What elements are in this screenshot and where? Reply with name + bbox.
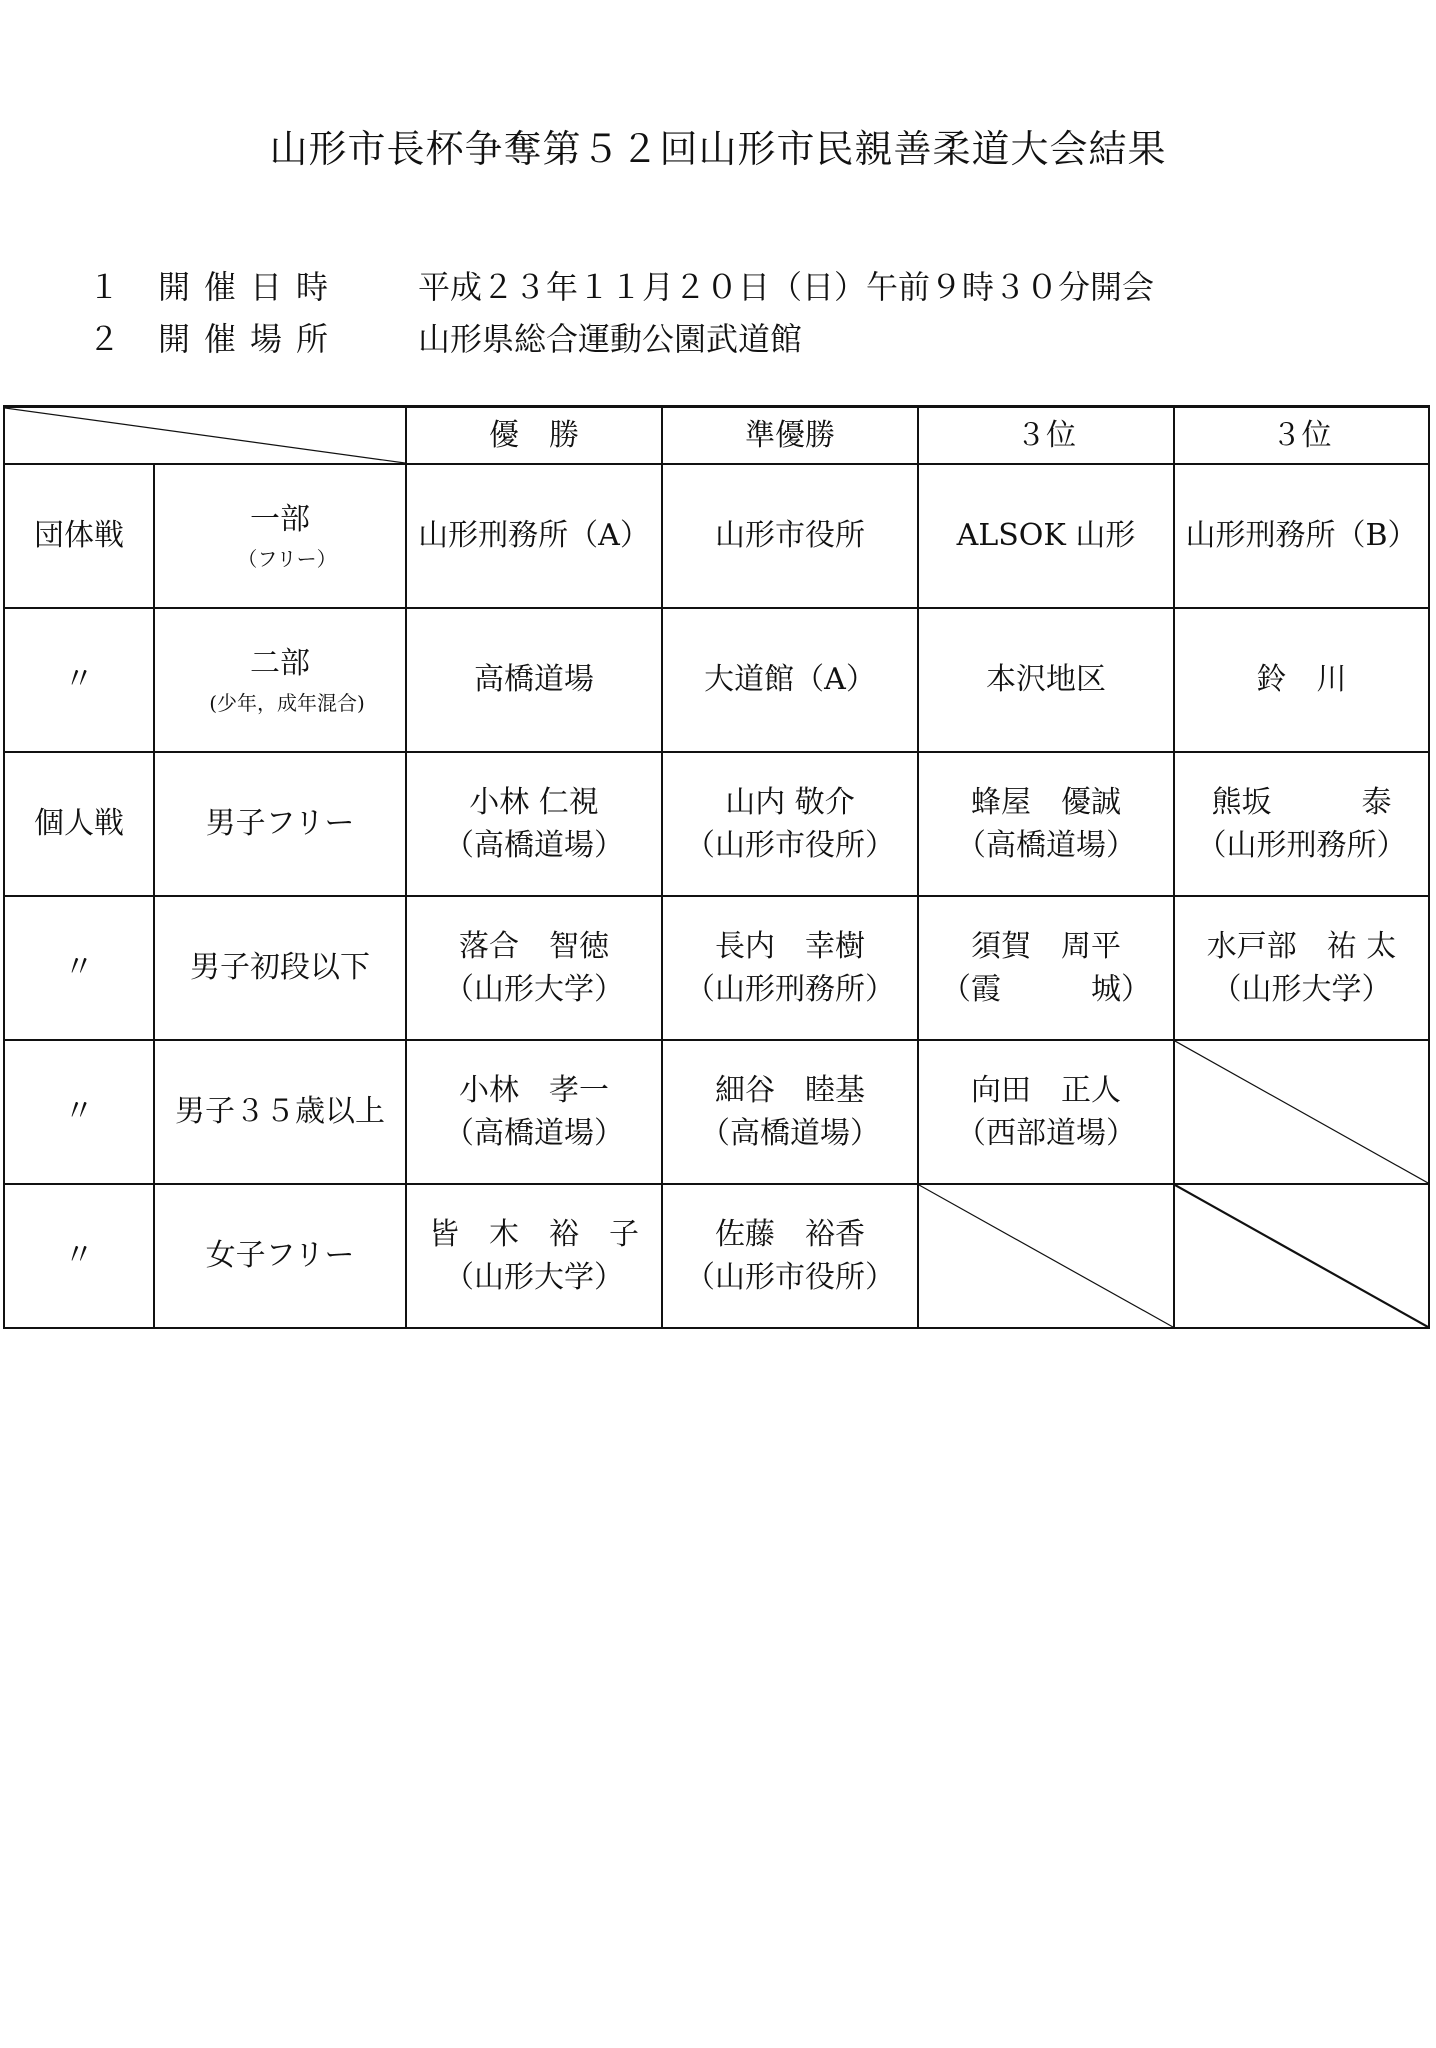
winner-name: 細谷 睦基 (715, 1072, 865, 1108)
info-number: ２ (88, 320, 121, 358)
category-individual: 個人戦 (4, 752, 154, 896)
division-cell (154, 464, 406, 608)
winner-name: 長内 幸樹 (715, 928, 865, 964)
info-venue (88, 314, 802, 360)
result-cell (662, 1184, 918, 1328)
info-label: 開催場所 (158, 320, 343, 358)
division-label: 男子３５歳以上 (154, 1040, 406, 1184)
winner-club: （高橋道場） (700, 1116, 880, 1151)
result-cell: 本沢地区 (918, 608, 1174, 752)
division-label: 男子初段以下 (154, 896, 406, 1040)
info-number: １ (88, 268, 121, 306)
table-row (4, 752, 1429, 896)
division-cell (154, 608, 406, 752)
result-cell (662, 752, 918, 896)
table-row (4, 896, 1429, 1040)
diagonal-line (919, 1185, 1173, 1327)
empty-cell-diagonal (1174, 1184, 1429, 1328)
diagonal-line (5, 408, 405, 463)
winner-club: （高橋道場） (444, 1116, 624, 1151)
winner-club: （山形大学） (444, 972, 624, 1007)
ditto-mark: 〃 (4, 1040, 154, 1184)
table-row (4, 464, 1429, 608)
division-note: （フリー） (237, 547, 337, 572)
result-cell (918, 896, 1174, 1040)
result-cell (406, 1040, 662, 1184)
winner-club: （高橋道場） (956, 828, 1136, 863)
winner-club: （霞 城） (941, 972, 1151, 1007)
winner-club: （山形刑務所） (685, 972, 895, 1007)
info-label: 開催日時 (158, 268, 343, 306)
result-cell: 大道館（A） (662, 608, 918, 752)
info-date (88, 262, 1154, 308)
result-cell (918, 752, 1174, 896)
diagonal-line (1175, 1185, 1428, 1327)
table-row (4, 1040, 1429, 1184)
result-cell (1174, 752, 1429, 896)
winner-name: 皆 木 裕 子 (429, 1216, 639, 1252)
winner-club: （山形大学） (444, 1260, 624, 1295)
table-row (4, 608, 1429, 752)
result-cell (1174, 896, 1429, 1040)
division-label: 女子フリー (154, 1184, 406, 1328)
result-cell (918, 1040, 1174, 1184)
winner-club: （山形大学） (1211, 972, 1392, 1007)
winner-name: 向田 正人 (971, 1072, 1121, 1108)
header-third-2: ３位 (1174, 407, 1429, 465)
table-row (4, 1184, 1429, 1328)
result-cell: 山形刑務所（A） (406, 464, 662, 608)
division-note: (少年，成年混合) (209, 691, 365, 716)
winner-name: 小林 孝一 (459, 1072, 609, 1108)
results-table (3, 405, 1430, 1329)
category-team: 団体戦 (4, 464, 154, 608)
result-cell: 高橋道場 (406, 608, 662, 752)
winner-name: 須賀 周平 (971, 928, 1121, 964)
winner-club: （山形市役所） (685, 828, 895, 863)
winner-name: 水戸部 祐 太 (1206, 928, 1397, 964)
result-cell (406, 752, 662, 896)
result-cell: 山形刑務所（B） (1174, 464, 1429, 608)
result-cell: ALSOK 山形 (918, 464, 1174, 608)
winner-club: （西部道場） (956, 1116, 1136, 1151)
result-cell (406, 896, 662, 1040)
ditto-mark: 〃 (4, 608, 154, 752)
info-value: 平成２３年１１月２０日（日）午前９時３０分開会 (418, 268, 1155, 306)
winner-name: 佐藤 裕香 (715, 1216, 865, 1252)
winner-club: （高橋道場） (444, 828, 624, 863)
result-cell: 山形市役所 (662, 464, 918, 608)
empty-cell-diagonal (918, 1184, 1174, 1328)
header-runner-up: 準優勝 (662, 407, 918, 465)
result-cell: 鈴 川 (1174, 608, 1429, 752)
division-label: 男子フリー (154, 752, 406, 896)
winner-name: 小林 仁視 (469, 784, 599, 820)
winner-name: 蜂屋 優誠 (971, 784, 1121, 820)
result-cell (406, 1184, 662, 1328)
winner-name: 山内 敬介 (725, 784, 855, 820)
header-row (4, 407, 1429, 465)
division-label: 一部 (250, 501, 310, 537)
empty-cell-diagonal (1174, 1040, 1429, 1184)
winner-name: 落合 智徳 (459, 928, 609, 964)
ditto-mark: 〃 (4, 1184, 154, 1328)
winner-name: 熊坂 泰 (1211, 784, 1392, 820)
info-value: 山形県総合運動公園武道館 (418, 320, 803, 358)
corner-diagonal-cell (4, 407, 406, 465)
winner-club: （山形刑務所） (1196, 828, 1407, 863)
division-label: 二部 (250, 645, 310, 681)
result-cell (662, 896, 918, 1040)
diagonal-line (1175, 1041, 1428, 1183)
ditto-mark: 〃 (4, 896, 154, 1040)
document-title: 山形市長杯争奪第５２回山形市民親善柔道大会結果 (269, 127, 1167, 171)
winner-club: （山形市役所） (685, 1260, 895, 1295)
header-winner: 優 勝 (406, 407, 662, 465)
header-third-1: ３位 (918, 407, 1174, 465)
result-cell (662, 1040, 918, 1184)
